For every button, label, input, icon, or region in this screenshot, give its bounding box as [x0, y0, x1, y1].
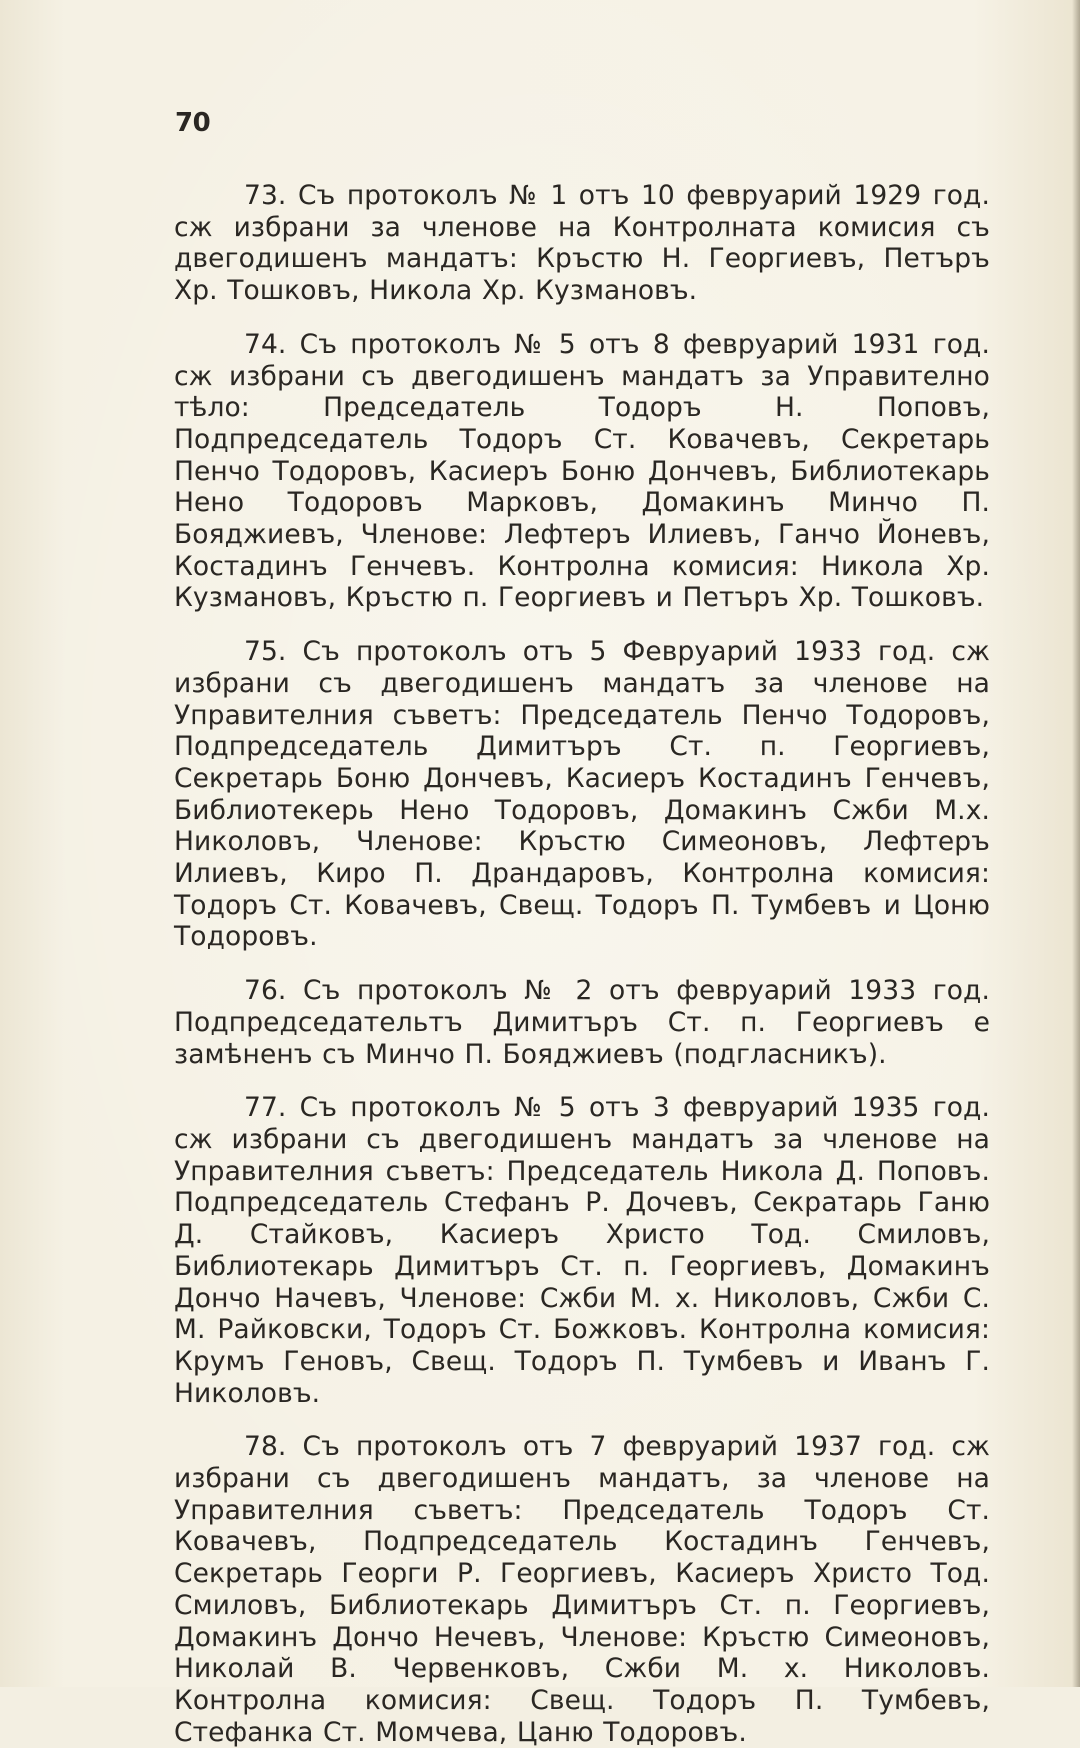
paragraph-77: 77. Съ протоколъ № 5 отъ 3 февруарий 1935 год. сж избрани съ двегодишенъ мандатъ за членове на Управителния съветъ: Председатель Никола Д. Поповъ. Подпредседатель Стефанъ Р. Дочевъ, Секратарь Ганю Д. Стайковъ, Касиеръ Христо Тод. Смиловъ, Библиотекарь Димитъръ Ст. п. Георгиевъ, Домакинъ Дончо Начевъ, Членове: Сжби М. х. Николовъ, Сжби С. М. Райковски, Тодоръ Ст. Божковъ. Контролна комисия: Крумъ Геновъ, Свещ. Тодоръ П. Тумбевъ и Иванъ Г. Николовъ. [174, 1092, 990, 1409]
page-number: 70 [175, 108, 211, 138]
paragraph-73: 73. Съ протоколъ № 1 отъ 10 февруарий 1929 год. сж избрани за членове на Контролната комисия съ двегодишенъ мандатъ: Кръстю Н. Георгиевъ, Петъръ Хр. Тошковъ, Никола Хр. Кузмановъ. [174, 180, 990, 307]
paragraph-74: 74. Съ протоколъ № 5 отъ 8 февруарий 1931 год. сж избрани съ двегодишенъ мандатъ за Управително тѣло: Председатель Тодоръ Н. Поповъ, Подпредседатель Тодоръ Ст. Ковачевъ, Секретарь Пенчо Тодоровъ, Касиеръ Боню Дончевъ, Библиотекарь Нено Тодоровъ Марковъ, Домакинъ Минчо П. Бояджиевъ, Членове: Лефтеръ Илиевъ, Ганчо Йоневъ, Костадинъ Генчевъ. Контролна комисия: Никола Хр. Кузмановъ, Кръстю п. Георгиевъ и Петъръ Хр. Тошковъ. [174, 328, 990, 614]
paragraph-78: 78. Съ протоколъ отъ 7 февруарий 1937 год. сж избрани съ двегодишенъ мандатъ, за членове на Управителния съветъ: Председатель Тодоръ Ст. Ковачевъ, Подпредседатель Костадинъ Генчевъ, Секретарь Георги Р. Георгиевъ, Касиеръ Христо Тод. Смиловъ, Библиотекарь Димитъръ Ст. п. Георгиевъ, Домакинъ Дончо Нечевъ, Членове: Кръстю Симеоновъ, Николай В. Червенковъ, Сжби М. х. Николовъ. Контролна комисия: Свещ. Тодоръ П. Тумбевъ, Стефанка Ст. Момчева, Цаню Тодоровъ. [174, 1431, 990, 1748]
paragraph-76: 76. Съ протоколъ № 2 отъ февруарий 1933 год. Подпредседательтъ Димитъръ Ст. п. Георгиевъ е замѣненъ съ Минчо П. Бояджиевъ (подгласникъ). [174, 975, 990, 1070]
page-edge-shadow [1072, 0, 1080, 1687]
paragraph-75: 75. Съ протоколъ отъ 5 Февруарий 1933 год. сж избрани съ двегодишенъ мандатъ за членове на Управителния съветъ: Председатель Пенчо Тодоровъ, Подпредседатель Димитъръ Ст. п. Георгиевъ, Секретарь Боню Дончевъ, Касиеръ Костадинъ Генчевъ, Библиотекерь Нено Тодоровъ, Домакинъ Сжби М.х. Николовъ, Членове: Кръстю Симеоновъ, Лефтеръ Илиевъ, Киро П. Драндаровъ, Контролна комисия: Тодоръ Ст. Ковачевъ, Свещ. Тодоръ П. Тумбевъ и Цоню Тодоровъ. [174, 636, 990, 953]
page-body [174, 180, 990, 1748]
